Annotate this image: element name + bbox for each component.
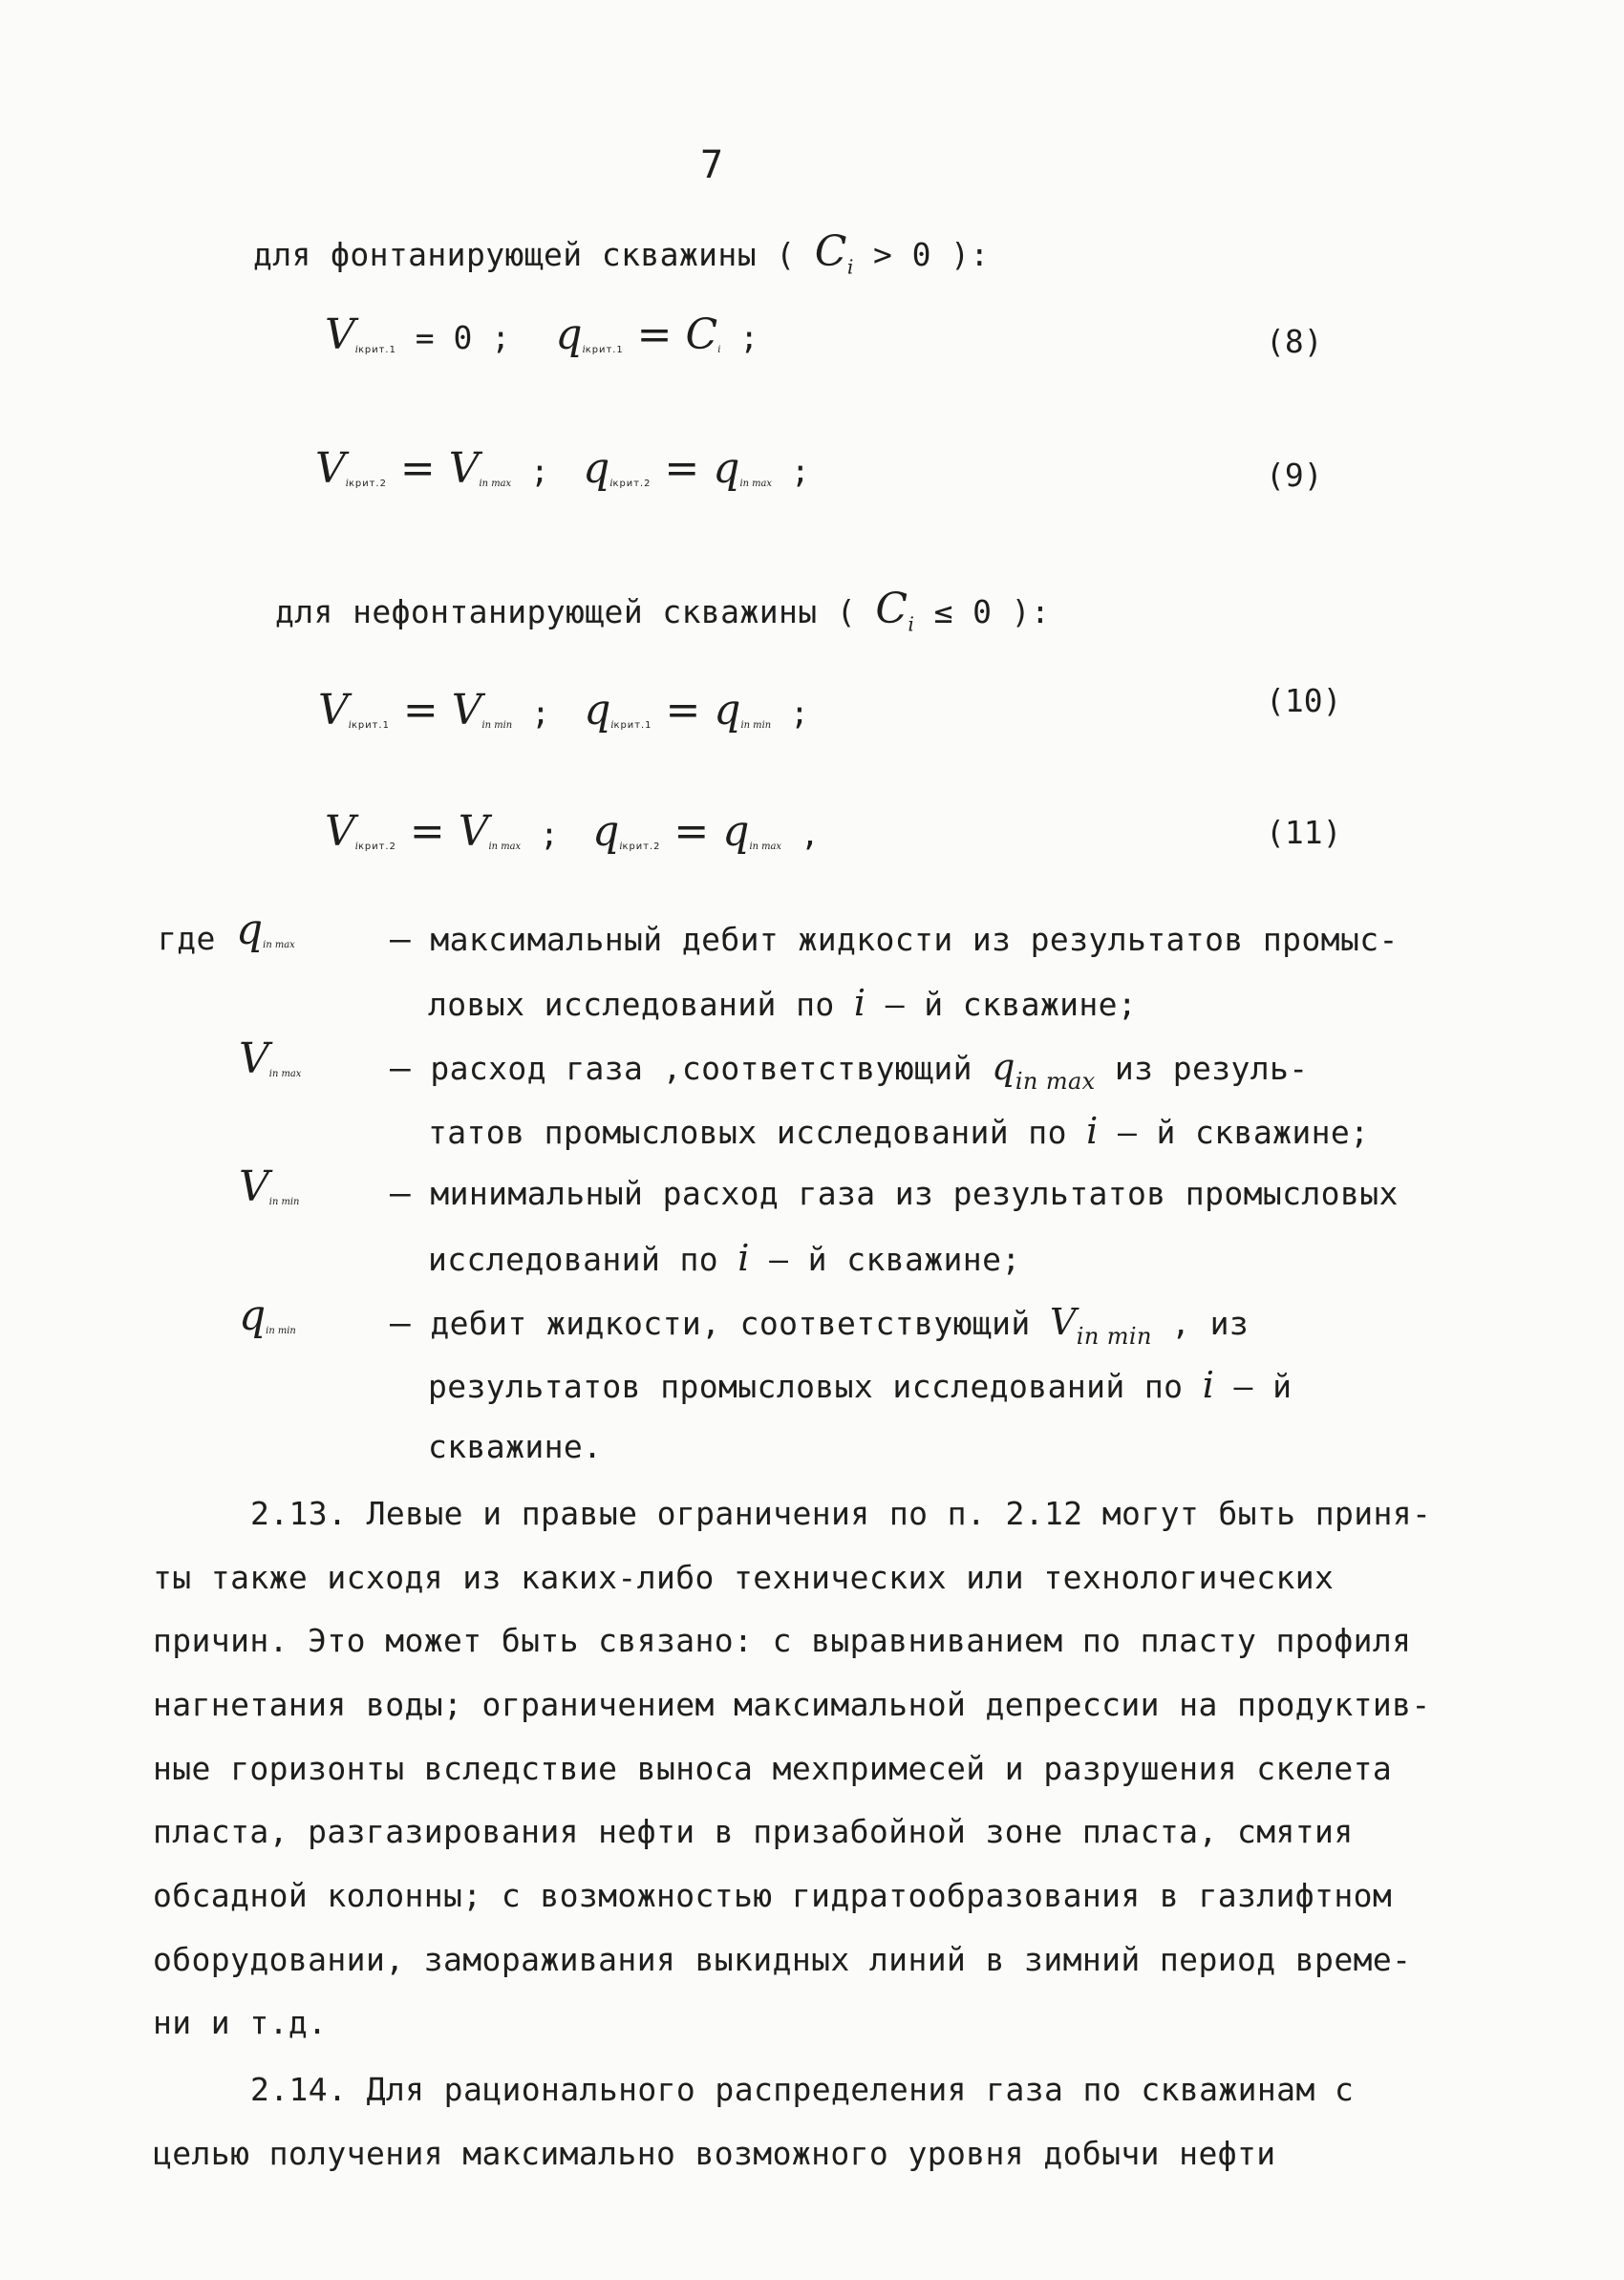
- definition-1-symbol: $q_{in max}$: [236, 906, 295, 954]
- paragraph-2-13-line-8: оборудовании, замораживания выкидных линий в зимний период време-: [153, 1941, 1412, 1978]
- definition-2-symbol: $V_{in max}$: [239, 1034, 302, 1083]
- paragraph-2-14-line-2: целью получения максимально возможного уровня добычи нефти: [153, 2135, 1276, 2172]
- equation-10-tag: (10): [1266, 682, 1342, 719]
- equation-11: $V_{iкрит.2} = V_{in max}$ ; $q_{iкрит.2} = q_{in max}$ ,: [325, 807, 820, 856]
- paragraph-2-14-line-1: 2.14. Для рационального распределения газа по скважинам с: [250, 2071, 1355, 2108]
- equation-8-tag: (8): [1266, 323, 1323, 360]
- equation-9-tag: (9): [1266, 457, 1323, 494]
- definition-3-symbol: $V_{in min}$: [239, 1162, 300, 1211]
- definition-2-line-2: татов промысловых исследований по i – й скважине;: [428, 1110, 1370, 1152]
- paragraph-2-13-line-1: 2.13. Левые и правые ограничения по п. 2.12 могут быть приня-: [250, 1495, 1432, 1532]
- equation-11-tag: (11): [1266, 814, 1342, 851]
- paragraph-2-13-line-3: причин. Это может быть связано: с выравниванием по пласту профиля: [153, 1622, 1412, 1659]
- case-nonfountain-intro: для нефонтанирующей скважины ( $C_i \le 0$ ):: [275, 585, 1051, 636]
- paragraph-2-13-line-4: нагнетания воды; ограничением максимальной депрессии на продуктив-: [153, 1686, 1431, 1723]
- definition-2-line-1: – расход газа ,соответствующий $q_{in max}$ из резуль-: [390, 1046, 1309, 1096]
- case-fountain-intro: для фонтанирующей скважины ( $C_i > 0$ ):: [253, 227, 990, 279]
- paragraph-2-13-line-2: ты также исходя из каких-либо технических или технологических: [153, 1559, 1335, 1596]
- definition-4-line-3: скважине.: [428, 1428, 603, 1465]
- definition-4-symbol: $q_{in min}$: [239, 1291, 296, 1340]
- equation-9: $V_{iкрит.2} = V_{in max}$ ; $q_{iкрит.2} = q_{in max}$ ;: [315, 444, 810, 493]
- definition-3-line-2: исследований по i – й скважине;: [428, 1237, 1021, 1279]
- paragraph-2-13-line-6: пласта, разгазирования нефти в призабойной зоне пласта, смятия: [153, 1813, 1354, 1850]
- case-fountain-text: для фонтанирующей скважины (: [253, 236, 815, 273]
- page-number: 7: [700, 143, 724, 187]
- definition-1-line-2: ловых исследований по i – й скважине;: [428, 982, 1138, 1024]
- equation-10: $V_{iкрит.1} = V_{in min}$ ; $q_{iкрит.1} = q_{in min}$ ;: [318, 686, 809, 735]
- case-nonfountain-text: для нефонтанирующей скважины (: [275, 593, 876, 630]
- paragraph-2-13-line-9: ни и т.д.: [153, 2004, 328, 2041]
- definition-3-line-1: – минимальный расход газа из результатов промысловых: [390, 1174, 1399, 1213]
- equation-8: $V_{iкрит.1} = 0$ ; $q_{iкрит.1} = C_i$ ;: [325, 310, 759, 359]
- paragraph-2-13-line-7: обсадной колонны; с возможностью гидратообразования в газлифтном: [153, 1877, 1393, 1914]
- where-label: где: [158, 920, 216, 957]
- definition-4-line-2: результатов промысловых исследований по i – й: [428, 1364, 1293, 1406]
- definition-1-line-1: – максимальный дебит жидкости из результатов промыс-: [390, 920, 1399, 959]
- paragraph-2-13-line-5: ные горизонты вследствие выноса мехпримесей и разрушения скелета: [153, 1750, 1393, 1787]
- definition-4-line-1: – дебит жидкости, соответствующий $V_{in min}$ , из: [390, 1301, 1250, 1351]
